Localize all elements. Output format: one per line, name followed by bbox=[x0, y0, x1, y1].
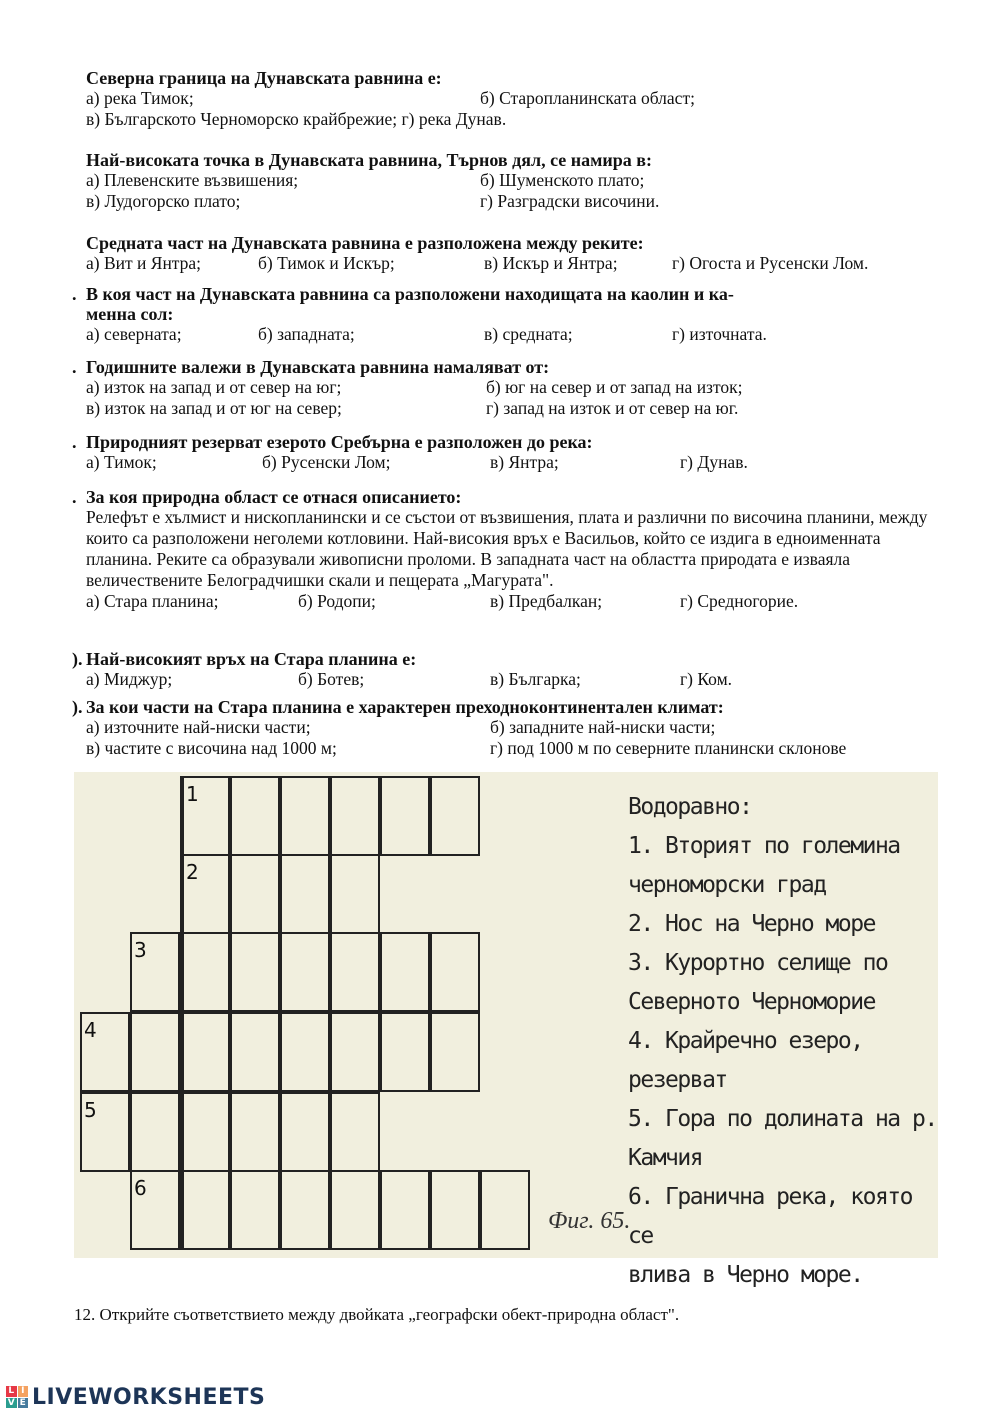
crossword-cell[interactable] bbox=[180, 1170, 230, 1250]
crossword-cell[interactable] bbox=[230, 932, 280, 1012]
crossword-cell[interactable] bbox=[180, 1092, 230, 1172]
clue-number: 1 bbox=[186, 782, 199, 806]
clue-line: 2. Нос на Черно море bbox=[628, 911, 875, 937]
option-a: а) северната; bbox=[86, 324, 182, 344]
option-d: г) източната. bbox=[672, 324, 767, 344]
option-d: г) Дунав. bbox=[680, 452, 748, 472]
crossword-cell[interactable] bbox=[230, 854, 280, 934]
crossword-cell[interactable] bbox=[280, 1092, 330, 1172]
question-2 bbox=[86, 150, 936, 212]
option-b: б) Шуменското плато; bbox=[480, 170, 645, 190]
question-6 bbox=[72, 432, 936, 473]
question-5 bbox=[72, 357, 936, 419]
question-4 bbox=[72, 284, 936, 345]
question-title: Най-високата точка в Дунавската равнина, Търнов дял, се намира в: bbox=[86, 150, 652, 170]
crossword-cell[interactable] bbox=[380, 1012, 430, 1092]
clue-line: 1. Вторият по големина bbox=[628, 833, 900, 859]
option-b: б) Ботев; bbox=[298, 669, 365, 689]
option-b: б) юг на север и от запад на изток; bbox=[486, 377, 743, 397]
option-d: г) запад на изток и от север на юг. bbox=[486, 398, 739, 418]
crossword-cell[interactable] bbox=[380, 932, 430, 1012]
option-d: г) Средногорие. bbox=[680, 591, 799, 611]
question-title-cont: менна сол: bbox=[86, 304, 174, 324]
description-paragraph: Релефът е хълмист и нископланински и се състои от възвишения, плата и различни по височина планини, между които са разположени неголеми котловини. Най-високия връх е Васильов, който се издига в едноименната планина. Реките са образували живописни проломи. В западната част на областта природата е изваяла величествените Белоградчишки скали и пещерата „Магурата". bbox=[86, 507, 928, 590]
option-a: а) Плевенските възвишения; bbox=[86, 170, 299, 190]
question-title: Природният резерват езерото Сребърна е разположен до река: bbox=[86, 432, 593, 452]
crossword-cell[interactable] bbox=[280, 776, 330, 856]
clue-line: 4. Крайречно езеро, резерват bbox=[628, 1028, 863, 1093]
question-title: В коя част на Дунавската равнина са разположени находищата на каолин и ка- bbox=[86, 284, 734, 304]
question-title: За кои части на Стара планина е характерен преходноконтинентален климат: bbox=[86, 697, 724, 717]
logo-letter: I bbox=[18, 1386, 29, 1397]
question-7 bbox=[72, 487, 936, 612]
option-a: а) Вит и Янтра; bbox=[86, 253, 202, 273]
question-title: За коя природна област се отнася описанието: bbox=[86, 487, 462, 507]
question-3 bbox=[86, 233, 936, 274]
clue-line: Северното Черноморие bbox=[628, 989, 875, 1015]
crossword-cell[interactable] bbox=[330, 932, 380, 1012]
crossword-cell[interactable] bbox=[180, 776, 230, 856]
option-b: б) Старопланинската област; bbox=[480, 88, 695, 108]
crossword-cell[interactable] bbox=[330, 1170, 380, 1250]
option-a: а) Тимок; bbox=[86, 452, 157, 472]
question-title: Годишните валежи в Дунавската равнина намаляват от: bbox=[86, 357, 550, 377]
crossword-cell[interactable] bbox=[430, 1012, 480, 1092]
crossword-cell[interactable] bbox=[330, 854, 380, 934]
crossword-cell[interactable] bbox=[180, 1012, 230, 1092]
crossword-cell[interactable] bbox=[180, 854, 230, 934]
crossword-cell[interactable] bbox=[380, 1170, 430, 1250]
clues-heading: Водоравно: bbox=[628, 794, 752, 820]
crossword-cell[interactable] bbox=[130, 932, 180, 1012]
option-c: в) средната; bbox=[484, 324, 573, 344]
option-cd: в) Българското Черноморско крайбрежие; г) река Дунав. bbox=[86, 109, 507, 129]
task-12: 12. Открийте съответствието между двойката „географски обект-природна област". bbox=[74, 1305, 680, 1324]
option-c: в) частите с височина над 1000 м; bbox=[86, 738, 337, 758]
crossword-cell[interactable] bbox=[280, 1012, 330, 1092]
logo-mark-icon bbox=[6, 1386, 28, 1408]
question-9 bbox=[72, 697, 936, 759]
crossword-panel bbox=[74, 772, 938, 1288]
crossword-cell[interactable] bbox=[180, 932, 230, 1012]
question-number: . bbox=[72, 487, 77, 507]
option-b: б) Русенски Лом; bbox=[262, 452, 391, 472]
crossword-cell[interactable] bbox=[80, 1012, 130, 1092]
clue-number: 3 bbox=[134, 938, 147, 962]
question-title: Средната част на Дунавската равнина е разположена между реките: bbox=[86, 233, 644, 253]
crossword-cell[interactable] bbox=[480, 1170, 530, 1250]
crossword-cell[interactable] bbox=[130, 1092, 180, 1172]
option-a: а) източните най-ниски части; bbox=[86, 717, 311, 737]
crossword-cell[interactable] bbox=[430, 1170, 480, 1250]
clue-line: 6. Гранична река, която се bbox=[628, 1184, 912, 1249]
clue-line: черноморски град bbox=[628, 872, 826, 898]
crossword-cell[interactable] bbox=[380, 776, 430, 856]
clue-number: 6 bbox=[134, 1176, 147, 1200]
option-a: а) река Тимок; bbox=[86, 88, 194, 108]
option-c: в) Искър и Янтра; bbox=[484, 253, 618, 273]
crossword-cell[interactable] bbox=[280, 854, 330, 934]
option-b: б) Тимок и Искър; bbox=[258, 253, 395, 273]
clue-number: 2 bbox=[186, 860, 199, 884]
clue-number: 5 bbox=[84, 1098, 97, 1122]
clue-line: влива в Черно море. bbox=[628, 1262, 863, 1288]
crossword-cell[interactable] bbox=[230, 1092, 280, 1172]
crossword-cell[interactable] bbox=[280, 1170, 330, 1250]
liveworksheets-logo bbox=[6, 1382, 265, 1412]
question-number: . bbox=[72, 357, 77, 377]
crossword-cell[interactable] bbox=[230, 1170, 280, 1250]
logo-letter: V bbox=[7, 1397, 15, 1408]
clue-line: 5. Гора по долината на р. bbox=[628, 1106, 937, 1132]
logo-text: LIVEWORKSHEETS bbox=[32, 1384, 266, 1410]
figure-caption: Фиг. 65. bbox=[548, 1208, 631, 1234]
question-number: ). bbox=[72, 649, 83, 669]
option-d: г) Ком. bbox=[680, 669, 733, 689]
crossword-cell[interactable] bbox=[330, 776, 380, 856]
clue-line: 3. Курортно селище по bbox=[628, 950, 888, 976]
option-d: г) Огоста и Русенски Лом. bbox=[672, 253, 869, 273]
crossword-cell[interactable] bbox=[430, 776, 480, 856]
logo-letter: E bbox=[18, 1398, 29, 1409]
option-c: в) изток на запад и от юг на север; bbox=[86, 398, 342, 418]
crossword-clues bbox=[628, 788, 938, 1295]
crossword-cell[interactable] bbox=[230, 776, 280, 856]
option-c: в) Българка; bbox=[490, 669, 581, 689]
logo-letter: L bbox=[6, 1386, 17, 1397]
option-a: а) изток на запад и от север на юг; bbox=[86, 377, 342, 397]
question-title: Най-високият връх на Стара планина е: bbox=[86, 649, 417, 669]
crossword-cell[interactable] bbox=[130, 1012, 180, 1092]
option-d: г) Разградски височини. bbox=[480, 191, 660, 211]
crossword-cell[interactable] bbox=[430, 932, 480, 1012]
option-c: в) Предбалкан; bbox=[490, 591, 603, 611]
question-number: . bbox=[72, 284, 77, 304]
question-number: . bbox=[72, 432, 77, 452]
crossword-cell[interactable] bbox=[330, 1012, 380, 1092]
clue-line: Камчия bbox=[628, 1145, 703, 1171]
question-title: Северна граница на Дунавската равнина е: bbox=[86, 68, 442, 88]
crossword-cell[interactable] bbox=[230, 1012, 280, 1092]
crossword-cell[interactable] bbox=[330, 1092, 380, 1172]
option-a: а) Миджур; bbox=[86, 669, 173, 689]
option-d: г) под 1000 м по северните планински склонове bbox=[490, 738, 847, 758]
option-b: б) Родопи; bbox=[298, 591, 376, 611]
clue-number: 4 bbox=[84, 1018, 97, 1042]
option-c: в) Янтра; bbox=[490, 452, 559, 472]
option-b: б) западните най-ниски части; bbox=[490, 717, 716, 737]
option-b: б) западната; bbox=[258, 324, 355, 344]
question-number: ). bbox=[72, 697, 83, 717]
crossword-cell[interactable] bbox=[80, 1092, 130, 1172]
question-1 bbox=[86, 68, 936, 130]
option-c: в) Лудогорско плато; bbox=[86, 191, 241, 211]
option-a: а) Стара планина; bbox=[86, 591, 219, 611]
question-8 bbox=[72, 649, 936, 690]
crossword-cell[interactable] bbox=[280, 932, 330, 1012]
crossword-cell[interactable] bbox=[130, 1170, 180, 1250]
